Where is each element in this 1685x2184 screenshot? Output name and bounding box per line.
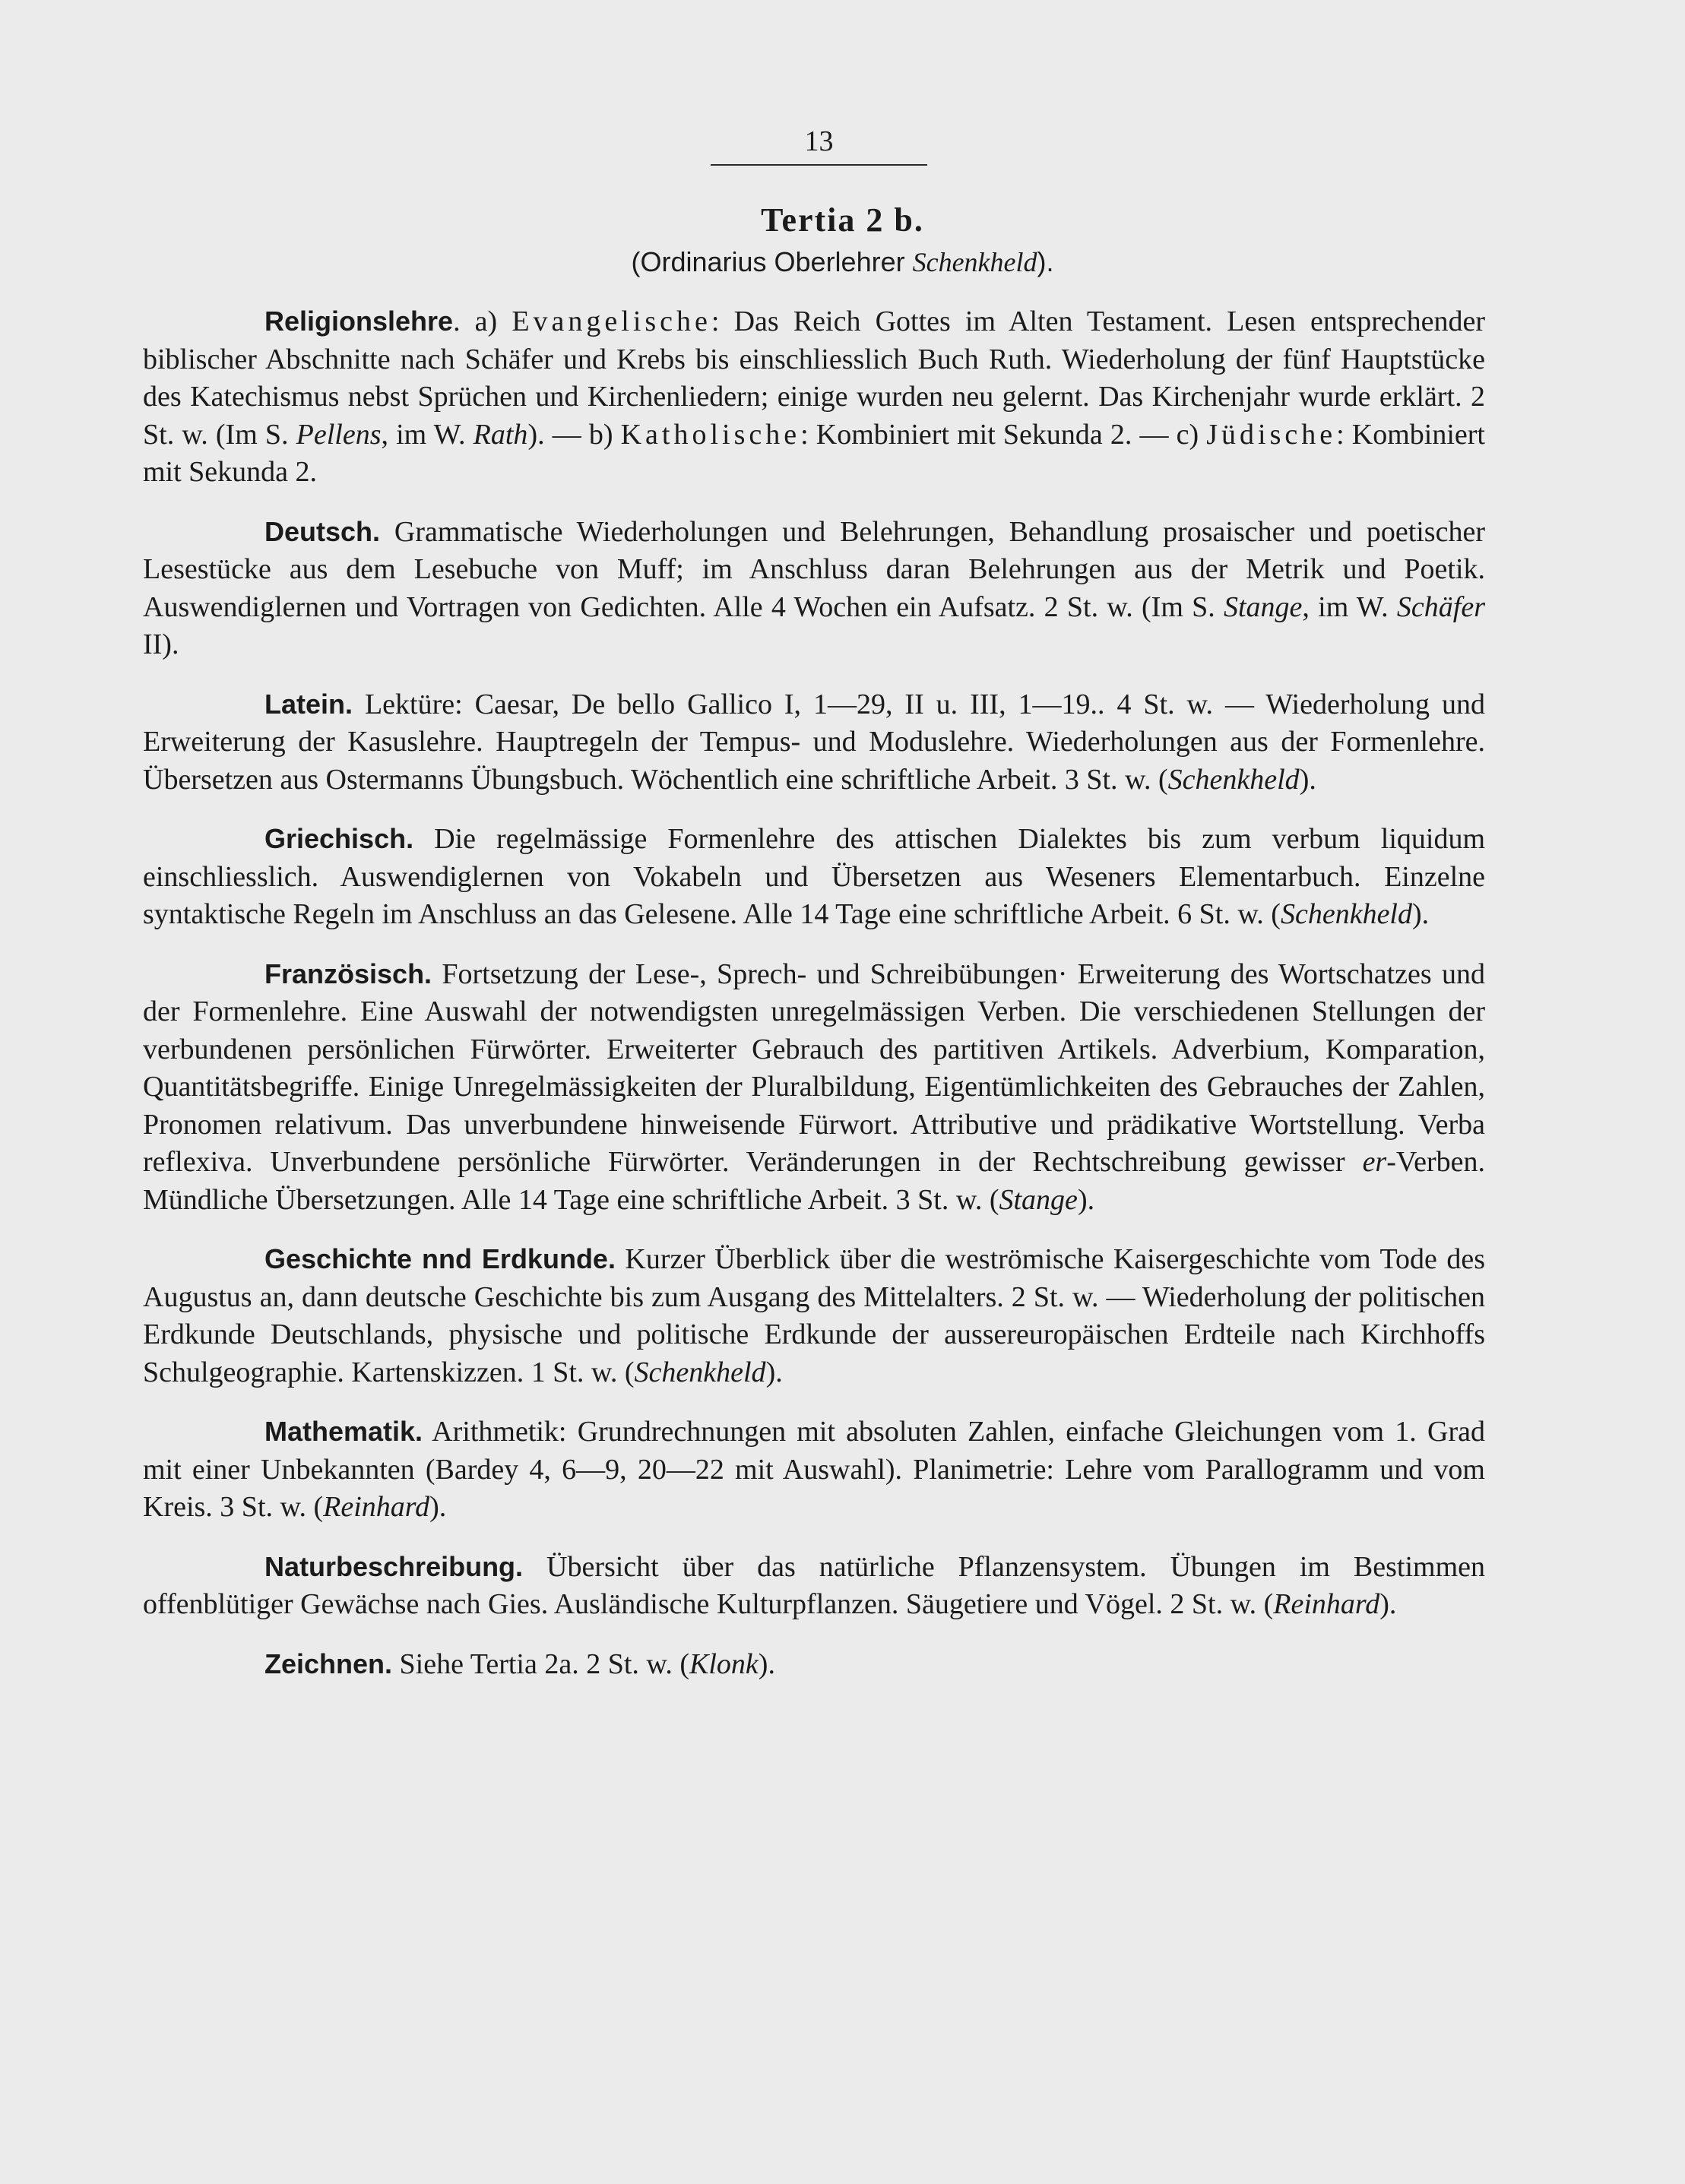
section-text: ). <box>429 1491 447 1523</box>
section-geschichte-erdkunde <box>143 1240 1485 1391</box>
section-griechisch <box>143 820 1485 934</box>
section-text: -Verben. Mündliche Übersetzungen. Alle 14 Tage eine schriftliche Arbeit. 3 St. w. ( <box>143 1146 1485 1216</box>
spaced-term: Evangelische <box>512 305 711 337</box>
section-franzoesisch <box>143 955 1485 1220</box>
teacher-name: Schäfer <box>1396 590 1485 623</box>
section-text: Grammatische Wiederholungen und Belehrungen, Behandlung prosaischer und poetischer Lesestücke aus dem Lesebuche von Muff; im Anschluss daran Belehrungen aus der Metrik und Poetik. Auswendiglernen und Vortragen von Gedichten. Alle 4 Wochen ein Aufsatz. 2 St. w. (Im S. <box>143 515 1485 623</box>
section-text: ). <box>765 1356 783 1388</box>
section-heading: Mathematik. <box>264 1416 423 1447</box>
section-heading: Geschichte nnd Erdkunde. <box>264 1243 616 1274</box>
section-naturbeschreibung <box>143 1548 1485 1624</box>
teacher-name: Klonk <box>689 1647 759 1680</box>
section-text: Fortsetzung der Lese-, Sprech- und Schreibübungen· Erweiterung des Wortschatzes und der Formenlehre. Eine Auswahl der notwendigsten unregelmässigen Verben. Die verschiedenen Stellungen der verbundenen persönlichen Fürwörter. Erweiterter Gebrauch des partitiven Artikels. Adverbium, Komparation, Quantitätsbegriffe. Einige Unregelmässigkeiten der Pluralbildung, Eigentümlichkeiten des Gebrauches der Zahlen, Pronomen relativum. Das unverbundene hinweisende Fürwort. Attributive und prädikative Wortstellung. Verba reflexiva. Unverbundene persönliche Fürwörter. Veränderungen in der Rechtschreibung gewisser <box>143 957 1485 1178</box>
section-text: ). <box>1077 1183 1095 1216</box>
section-text: ). <box>1412 898 1430 930</box>
section-latein <box>143 685 1485 799</box>
section-text: Arithmetik: Grundrechnungen mit absoluten Zahlen, einfache Gleichungen vom 1. Grad mit einer Unbekannten (Bardey 4, 6—9, 20—22 mit Auswahl). Planimetrie: Lehre vom Parallogramm und vom Kreis. 3 St. w. ( <box>143 1416 1485 1523</box>
teacher-name: Reinhard <box>323 1491 430 1523</box>
section-text: Kurzer Überblick über die weströmische Kaisergeschichte vom Tode des Augustus an, dann deutsche Geschichte bis zum Ausgang des Mittelalters. 2 St. w. — Wiederholung der politischen Erdkunde Deutschlands, physische und politische Erdkunde der aussereuropäischen Erdteile nach Kirchhoffs Schulgeographie. Kartenskizzen. 1 St. w. ( <box>143 1243 1485 1388</box>
section-heading: Deutsch. <box>264 515 381 547</box>
teacher-name: Stange <box>1223 590 1303 623</box>
section-text: II). <box>143 628 179 660</box>
section-religionslehre <box>143 302 1485 492</box>
section-mathematik <box>143 1413 1485 1527</box>
section-deutsch <box>143 513 1485 664</box>
section-heading: Naturbeschreibung. <box>264 1550 524 1582</box>
section-zeichnen <box>143 1645 1485 1684</box>
section-text: , im W. <box>381 418 474 451</box>
teacher-name: Schenkheld <box>1167 763 1300 796</box>
section-text: Die regelmässige Formenlehre des attischen Dialektes bis zum verbum liquidum einschliesslich. Auswendiglernen von Vokabeln und Übersetzen aus Weseners Elementarbuch. Einzelne syntaktische Regeln im Anschluss an das Gelesene. Alle 14 Tage eine schriftliche Arbeit. 6 St. w. ( <box>143 823 1485 930</box>
section-text: ). <box>758 1647 775 1680</box>
section-heading: Französisch. <box>264 957 432 989</box>
page-number: 13 <box>804 125 834 157</box>
section-text: , im W. <box>1302 590 1397 623</box>
section-heading: Zeichnen. <box>264 1647 393 1679</box>
page-subtitle <box>0 243 1685 281</box>
spaced-term: Katholische <box>620 418 801 451</box>
page-title: Tertia 2 b. <box>761 201 924 239</box>
section-text: : Das Reich Gottes im Alten Testament. Lesen entsprechender biblischer Abschnitte nach Schäfer und Krebs bis einschliesslich Buch Ruth. Wiederholung der fünf Hauptstücke des Katechismus nebst Sprüchen und Kirchenliedern; einige wurden neu gelernt. Das Kirchenjahr wurde erklärt. 2 St. w. (Im S. <box>143 305 1485 451</box>
teacher-name: Stange <box>999 1183 1078 1216</box>
section-text: ). <box>1299 763 1316 796</box>
section-text: Übersicht über das natürliche Pflanzensystem. Übungen im Bestimmen offenblütiger Gewächse nach Gies. Ausländische Kulturpflanzen. Säugetiere und Vögel. 2 St. w. ( <box>143 1550 1485 1620</box>
section-text: Siehe Tertia 2a. 2 St. w. ( <box>392 1647 690 1680</box>
page-number-rule <box>711 164 927 166</box>
teacher-name: Schenkheld <box>634 1356 766 1388</box>
spaced-term: Jüdische <box>1206 418 1337 451</box>
section-text: Lektüre: Caesar, De bello Gallico I, 1—29, II u. III, 1—19.. 4 St. w. — Wiederholung und Erweiterung der Kasuslehre. Hauptregeln der Tempus- und Moduslehre. Wiederholungen aus der Formenlehre. Übersetzen aus Ostermanns Übungsbuch. Wöchentlich eine schriftliche Arbeit. 3 St. w. ( <box>143 688 1485 796</box>
section-text: ). — b) <box>527 418 621 451</box>
teacher-name: Schenkheld <box>1280 898 1412 930</box>
document-body <box>143 302 1485 1704</box>
section-heading: Latein. <box>264 688 353 720</box>
teacher-name: Pellens <box>296 418 382 451</box>
section-text: : Kombiniert mit Sekunda 2. — c) <box>800 418 1207 451</box>
subtitle-prefix: (Ordinarius Oberlehrer <box>631 246 913 277</box>
section-heading: Religionslehre <box>264 305 454 337</box>
teacher-name: Rath <box>473 418 528 451</box>
italic-term: er <box>1362 1146 1387 1178</box>
subtitle-name: Schenkheld <box>912 247 1037 277</box>
section-text: : Kombiniert mit Sekunda 2. <box>143 418 1485 488</box>
section-text: ). <box>1379 1588 1397 1620</box>
subtitle-suffix: ). <box>1037 246 1054 277</box>
section-text: . a) <box>453 305 512 337</box>
section-heading: Griechisch. <box>264 823 414 854</box>
teacher-name: Reinhard <box>1273 1588 1380 1620</box>
